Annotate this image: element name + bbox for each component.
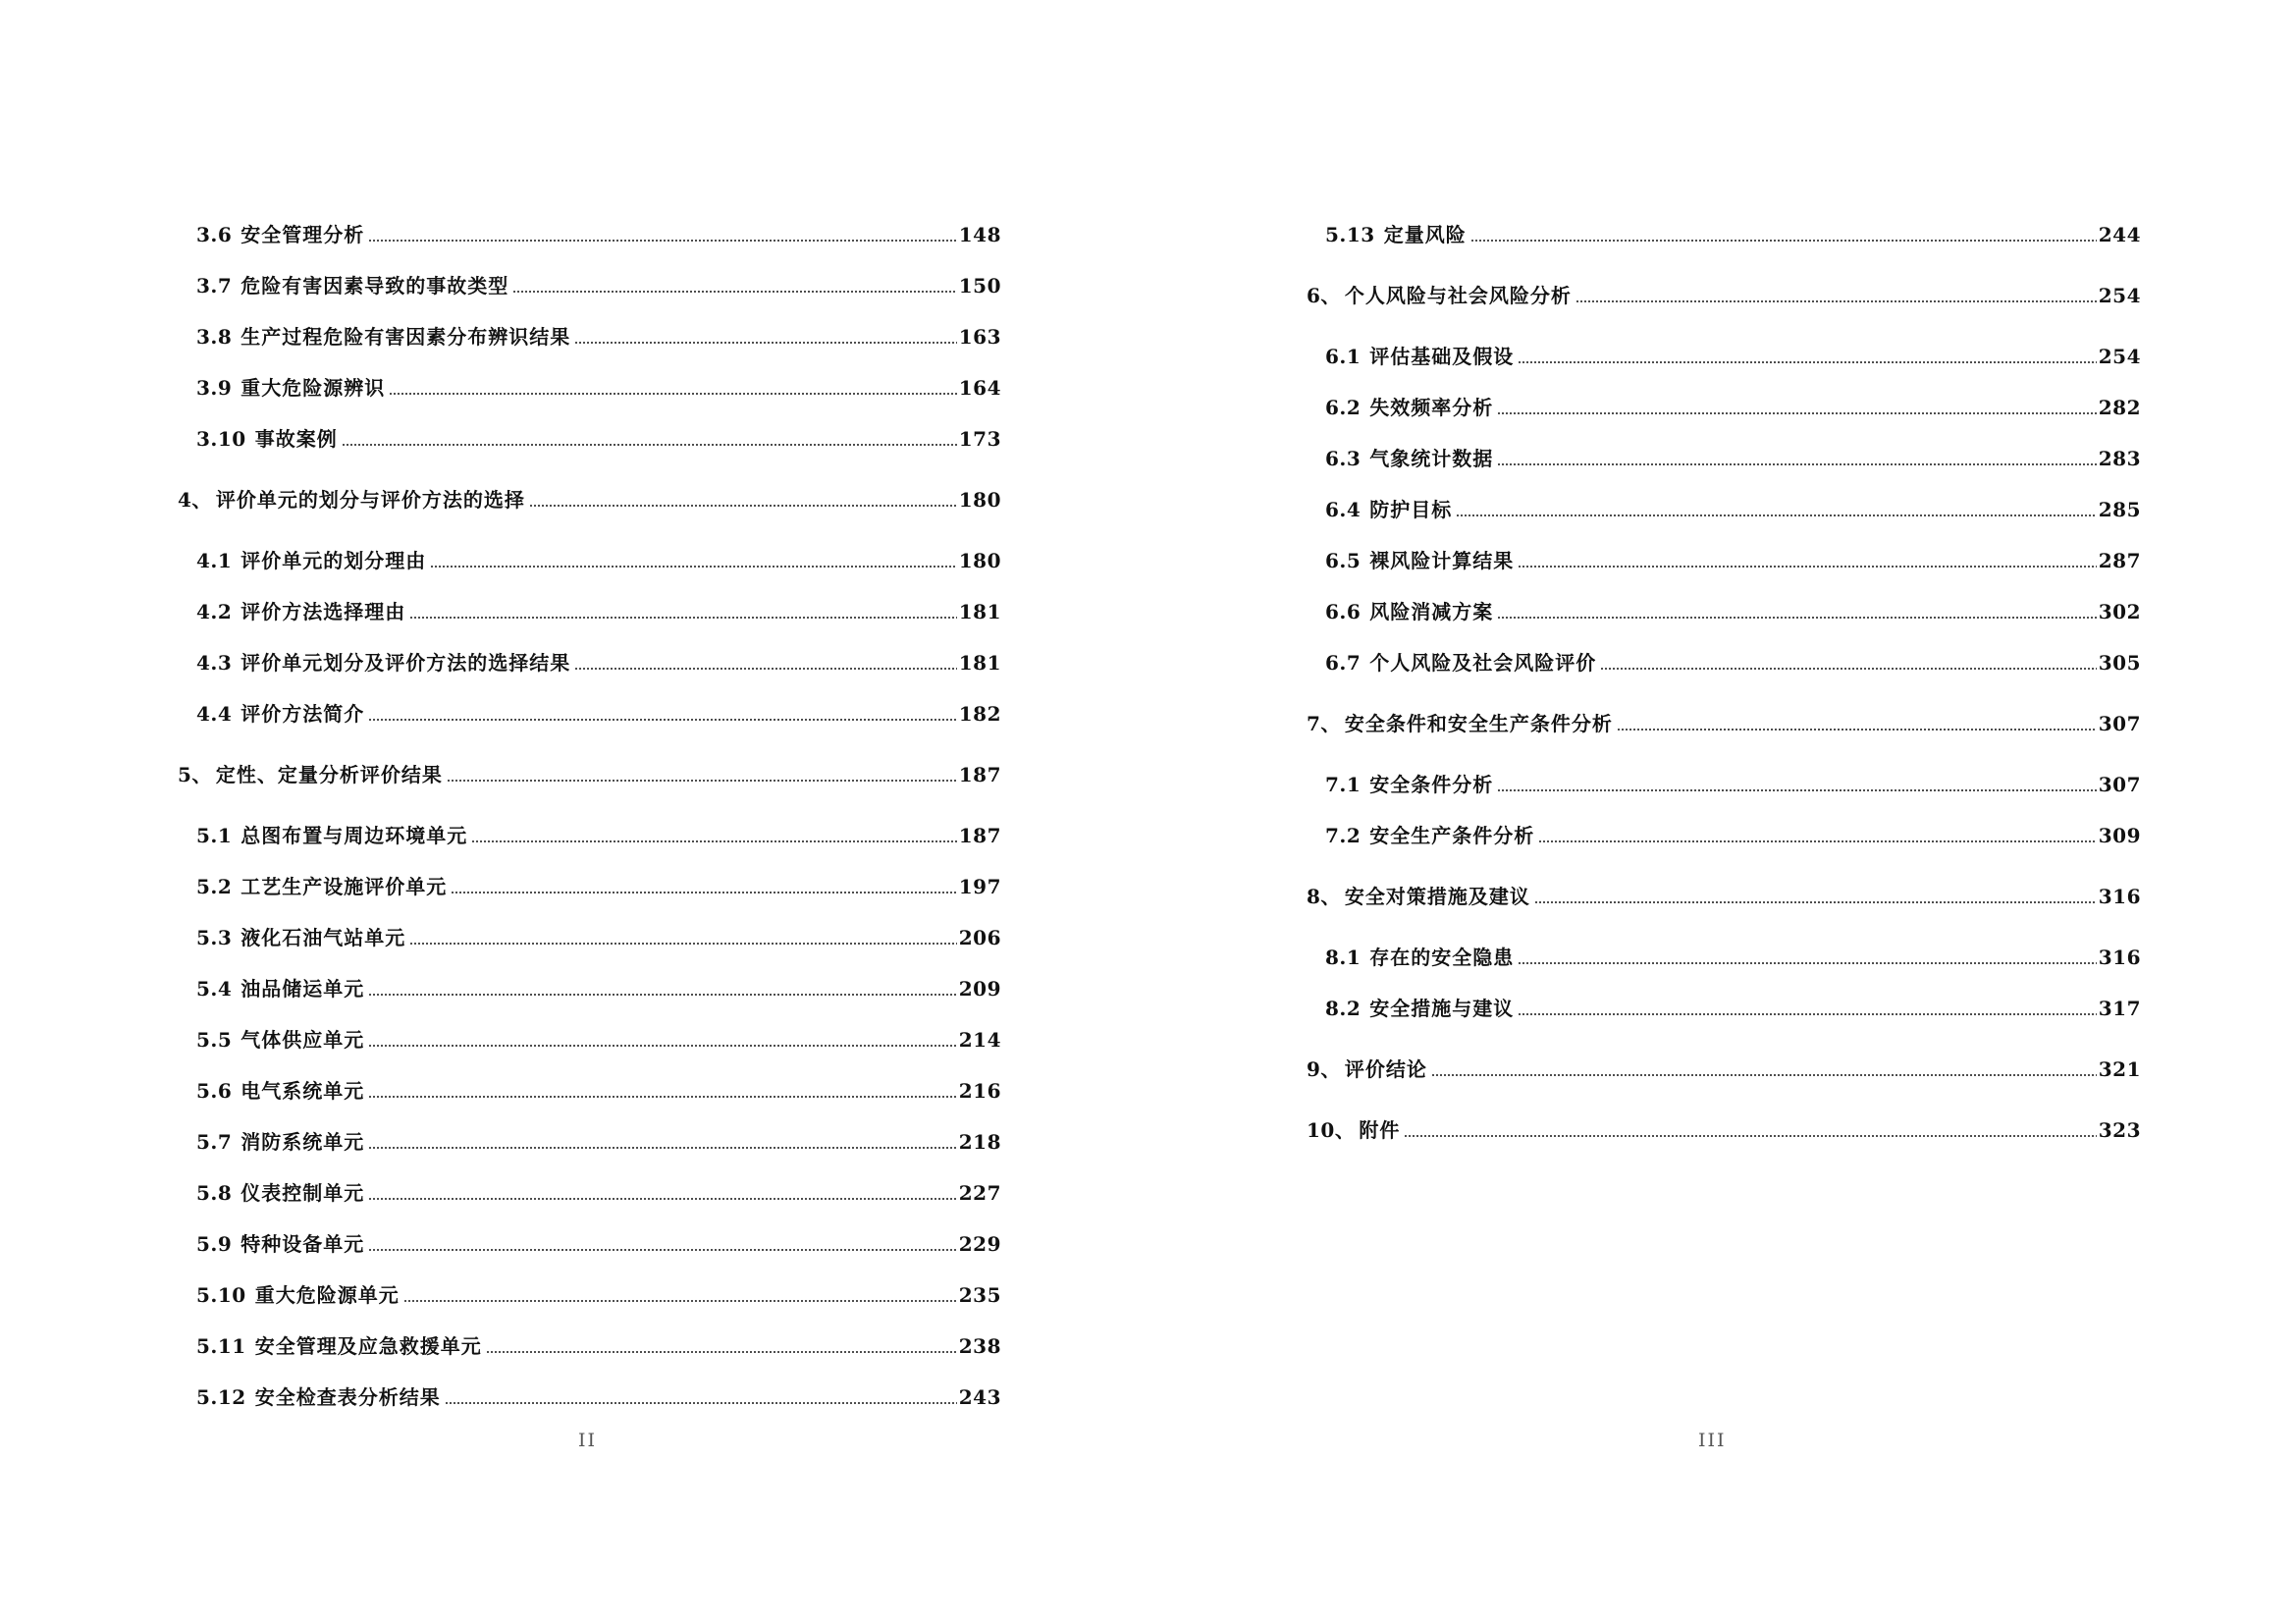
toc-entry-title: 评价单元划分及评价方法的选择结果 bbox=[240, 651, 571, 675]
toc-section-entry bbox=[1307, 220, 2141, 249]
toc-chapter-entry bbox=[1307, 882, 2141, 911]
toc-entry-page-number: 287 bbox=[2098, 549, 2141, 572]
dot-leader bbox=[445, 1402, 957, 1404]
toc-entry-number: 4.3 bbox=[196, 651, 233, 675]
toc-entry-number: 5.6 bbox=[196, 1079, 233, 1103]
toc-entry-title: 液化石油气站单元 bbox=[240, 926, 406, 949]
toc-entry-number: 3.9 bbox=[196, 376, 233, 400]
toc-chapter-entry bbox=[178, 760, 1001, 789]
toc-entry-page-number: 307 bbox=[2098, 712, 2141, 735]
toc-entry-title: 附件 bbox=[1359, 1118, 1401, 1142]
dot-leader bbox=[430, 566, 956, 568]
toc-entry-number: 7、 bbox=[1307, 712, 1341, 735]
toc-entry-page-number: 285 bbox=[2098, 498, 2141, 521]
toc-section-entry bbox=[178, 546, 1001, 575]
toc-entry-title: 总图布置与周边环境单元 bbox=[240, 824, 468, 847]
toc-section-entry bbox=[1307, 770, 2141, 799]
toc-entry-title: 油品储运单元 bbox=[240, 977, 365, 1001]
toc-entry-number: 6.3 bbox=[1325, 447, 1362, 470]
toc-entry-title: 安全管理分析 bbox=[240, 223, 365, 246]
toc-entry-number: 5.10 bbox=[196, 1283, 246, 1307]
dot-leader bbox=[1518, 361, 2096, 363]
dot-leader bbox=[1518, 1013, 2096, 1015]
toc-entry-page-number: 173 bbox=[958, 427, 1001, 451]
toc-entry-page-number: 323 bbox=[2098, 1118, 2141, 1142]
toc-section-entry bbox=[178, 1280, 1001, 1310]
toc-section-entry bbox=[178, 648, 1001, 677]
toc-entry-page-number: 218 bbox=[958, 1130, 1001, 1154]
toc-entry-number: 7.2 bbox=[1325, 824, 1362, 847]
page-number-footer: III bbox=[1698, 1430, 1727, 1451]
toc-section-entry bbox=[1307, 648, 2141, 677]
dot-leader bbox=[512, 291, 956, 293]
toc-section-entry bbox=[178, 373, 1001, 403]
toc-chapter-entry bbox=[178, 485, 1001, 514]
toc-entry-title: 个人风险及社会风险评价 bbox=[1369, 651, 1597, 675]
toc-entry-number: 8.2 bbox=[1325, 997, 1362, 1020]
toc-section-entry bbox=[178, 271, 1001, 300]
dot-leader bbox=[403, 1300, 957, 1302]
toc-section-entry bbox=[178, 1229, 1001, 1259]
toc-entry-title: 评价结论 bbox=[1344, 1057, 1427, 1081]
toc-entry-title: 评价单元的划分理由 bbox=[240, 549, 427, 572]
toc-section-entry bbox=[1307, 546, 2141, 575]
toc-entry-number: 8、 bbox=[1307, 885, 1341, 908]
toc-entry-page-number: 227 bbox=[958, 1181, 1001, 1205]
toc-entry-page-number: 307 bbox=[2098, 773, 2141, 796]
toc-entry-title: 评估基础及假设 bbox=[1369, 345, 1515, 368]
toc-entry-page-number: 214 bbox=[958, 1028, 1001, 1052]
dot-leader bbox=[389, 393, 956, 395]
toc-section-entry bbox=[178, 424, 1001, 454]
toc-entry-title: 评价单元的划分与评价方法的选择 bbox=[215, 488, 525, 512]
toc-section-entry bbox=[178, 821, 1001, 850]
dot-leader bbox=[409, 943, 956, 945]
toc-section-entry bbox=[178, 872, 1001, 901]
toc-entry-number: 5.4 bbox=[196, 977, 233, 1001]
toc-entry-number: 3.10 bbox=[196, 427, 246, 451]
dot-leader bbox=[368, 1147, 956, 1149]
toc-entry-title: 特种设备单元 bbox=[240, 1232, 365, 1256]
toc-entry-page-number: 216 bbox=[958, 1079, 1001, 1103]
toc-entry-title: 重大危险源辨识 bbox=[240, 376, 386, 400]
toc-section-entry bbox=[178, 597, 1001, 626]
toc-entry-page-number: 235 bbox=[958, 1283, 1001, 1307]
toc-entry-number: 5.8 bbox=[196, 1181, 233, 1205]
toc-entry-title: 生产过程危险有害因素分布辨识结果 bbox=[240, 325, 571, 349]
toc-entry-number: 5.11 bbox=[196, 1334, 246, 1358]
toc-entry-number: 6.6 bbox=[1325, 600, 1362, 623]
toc-entry-page-number: 187 bbox=[958, 763, 1001, 786]
toc-section-entry bbox=[1307, 342, 2141, 371]
toc-section-entry bbox=[1307, 943, 2141, 972]
dot-leader bbox=[1404, 1135, 2096, 1137]
dot-leader bbox=[486, 1351, 957, 1353]
toc-entry-number: 6.4 bbox=[1325, 498, 1362, 521]
dot-leader bbox=[1497, 463, 2096, 465]
toc-section-entry bbox=[178, 699, 1001, 729]
toc-entry-title: 工艺生产设施评价单元 bbox=[240, 875, 448, 898]
toc-entry-number: 5.9 bbox=[196, 1232, 233, 1256]
dot-leader bbox=[471, 840, 956, 842]
toc-entry-page-number: 206 bbox=[958, 926, 1001, 949]
toc-entry-title: 危险有害因素导致的事故类型 bbox=[240, 274, 509, 298]
toc-entry-number: 4.1 bbox=[196, 549, 233, 572]
toc-chapter-entry bbox=[1307, 281, 2141, 310]
toc-entry-title: 电气系统单元 bbox=[240, 1079, 365, 1103]
dot-leader bbox=[1518, 962, 2096, 964]
toc-entry-title: 评价方法简介 bbox=[240, 702, 365, 726]
toc-entry-number: 5.1 bbox=[196, 824, 233, 847]
dot-leader bbox=[574, 342, 956, 344]
toc-section-entry bbox=[1307, 495, 2141, 524]
toc-chapter-entry bbox=[1307, 1055, 2141, 1084]
toc-entry-number: 7.1 bbox=[1325, 773, 1362, 796]
toc-entry-page-number: 254 bbox=[2098, 284, 2141, 307]
toc-entry-number: 5.3 bbox=[196, 926, 233, 949]
toc-entry-title: 裸风险计算结果 bbox=[1369, 549, 1515, 572]
toc-section-entry bbox=[1307, 444, 2141, 473]
toc-entry-number: 4.4 bbox=[196, 702, 233, 726]
toc-entry-title: 安全生产条件分析 bbox=[1369, 824, 1535, 847]
toc-entry-page-number: 283 bbox=[2098, 447, 2141, 470]
dot-leader bbox=[1431, 1074, 2097, 1076]
dot-leader bbox=[1538, 840, 2096, 842]
toc-entry-page-number: 148 bbox=[958, 223, 1001, 246]
dot-leader bbox=[574, 668, 956, 670]
dot-leader bbox=[368, 1249, 956, 1251]
toc-entry-page-number: 316 bbox=[2098, 885, 2141, 908]
toc-entry-number: 6、 bbox=[1307, 284, 1341, 307]
toc-entry-page-number: 244 bbox=[2098, 223, 2141, 246]
toc-entry-number: 5.7 bbox=[196, 1130, 233, 1154]
toc-entry-number: 5.5 bbox=[196, 1028, 233, 1052]
toc-entry-title: 安全措施与建议 bbox=[1369, 997, 1515, 1020]
dot-leader bbox=[1497, 412, 2096, 414]
toc-entry-title: 安全管理及应急救援单元 bbox=[254, 1334, 482, 1358]
toc-entry-page-number: 321 bbox=[2098, 1057, 2141, 1081]
toc-entry-title: 存在的安全隐患 bbox=[1369, 946, 1515, 969]
toc-chapter-entry bbox=[1307, 709, 2141, 738]
toc-entry-page-number: 182 bbox=[958, 702, 1001, 726]
toc-section-entry bbox=[178, 1025, 1001, 1055]
toc-section-entry bbox=[178, 1331, 1001, 1361]
toc-entry-number: 9、 bbox=[1307, 1057, 1341, 1081]
toc-entry-number: 8.1 bbox=[1325, 946, 1362, 969]
toc-entry-page-number: 209 bbox=[958, 977, 1001, 1001]
toc-section-entry bbox=[178, 974, 1001, 1003]
toc-entry-number: 5.12 bbox=[196, 1385, 246, 1409]
dot-leader bbox=[447, 780, 957, 782]
toc-entry-title: 评价方法选择理由 bbox=[240, 600, 406, 623]
toc-entry-number: 6.1 bbox=[1325, 345, 1362, 368]
toc-entry-page-number: 164 bbox=[958, 376, 1001, 400]
dot-leader bbox=[368, 1096, 956, 1098]
dot-leader bbox=[529, 505, 957, 507]
toc-entry-title: 气体供应单元 bbox=[240, 1028, 365, 1052]
toc-entry-title: 重大危险源单元 bbox=[254, 1283, 400, 1307]
dot-leader bbox=[1518, 566, 2096, 568]
toc-section-entry bbox=[1307, 393, 2141, 422]
toc-entry-number: 6.2 bbox=[1325, 396, 1362, 419]
toc-entry-number: 10、 bbox=[1307, 1118, 1356, 1142]
toc-section-entry bbox=[178, 322, 1001, 352]
dot-leader bbox=[451, 892, 956, 893]
toc-entry-page-number: 316 bbox=[2098, 946, 2141, 969]
toc-entry-title: 消防系统单元 bbox=[240, 1130, 365, 1154]
dot-leader bbox=[409, 617, 956, 619]
toc-entry-number: 3.6 bbox=[196, 223, 233, 246]
toc-entry-number: 4、 bbox=[178, 488, 212, 512]
toc-entry-page-number: 302 bbox=[2098, 600, 2141, 623]
toc-section-entry bbox=[178, 1127, 1001, 1157]
dot-leader bbox=[1575, 300, 2097, 302]
right-page bbox=[1148, 0, 2296, 1624]
toc-section-entry bbox=[178, 1382, 1001, 1412]
toc-section-entry bbox=[178, 923, 1001, 952]
toc-entry-page-number: 282 bbox=[2098, 396, 2141, 419]
toc-entry-page-number: 317 bbox=[2098, 997, 2141, 1020]
dot-leader bbox=[368, 1198, 956, 1200]
toc-entry-page-number: 254 bbox=[2098, 345, 2141, 368]
toc-entry-page-number: 309 bbox=[2098, 824, 2141, 847]
dot-leader bbox=[1534, 901, 2097, 903]
toc-section-entry bbox=[1307, 994, 2141, 1023]
toc-section-entry bbox=[178, 220, 1001, 249]
toc-entry-page-number: 181 bbox=[958, 600, 1001, 623]
dot-leader bbox=[1456, 514, 2096, 516]
toc-entry-page-number: 180 bbox=[958, 549, 1001, 572]
toc-entry-title: 失效频率分析 bbox=[1369, 396, 1494, 419]
toc-entry-page-number: 150 bbox=[958, 274, 1001, 298]
toc-entry-page-number: 243 bbox=[958, 1385, 1001, 1409]
dot-leader bbox=[1470, 240, 2097, 242]
toc-entry-title: 安全对策措施及建议 bbox=[1344, 885, 1530, 908]
toc-entry-title: 个人风险与社会风险分析 bbox=[1344, 284, 1572, 307]
toc-entry-page-number: 229 bbox=[958, 1232, 1001, 1256]
toc-entry-page-number: 238 bbox=[958, 1334, 1001, 1358]
toc-entry-page-number: 181 bbox=[958, 651, 1001, 675]
dot-leader bbox=[1600, 668, 2096, 670]
toc-entry-title: 事故案例 bbox=[254, 427, 338, 451]
dot-leader bbox=[368, 994, 956, 996]
toc-entry-title: 安全条件和安全生产条件分析 bbox=[1344, 712, 1613, 735]
toc-entry-title: 定量风险 bbox=[1383, 223, 1467, 246]
dot-leader bbox=[1497, 617, 2096, 619]
toc-section-entry bbox=[178, 1076, 1001, 1106]
dot-leader bbox=[368, 719, 956, 721]
toc-entry-page-number: 187 bbox=[958, 824, 1001, 847]
dot-leader bbox=[342, 444, 957, 446]
toc-entry-page-number: 180 bbox=[958, 488, 1001, 512]
toc-entry-number: 6.5 bbox=[1325, 549, 1362, 572]
dot-leader bbox=[368, 240, 956, 242]
toc-section-entry bbox=[1307, 597, 2141, 626]
toc-entry-page-number: 305 bbox=[2098, 651, 2141, 675]
toc-entry-number: 6.7 bbox=[1325, 651, 1362, 675]
toc-entry-title: 定性、定量分析评价结果 bbox=[215, 763, 443, 786]
toc-chapter-entry bbox=[1307, 1115, 2141, 1145]
toc-entry-number: 4.2 bbox=[196, 600, 233, 623]
toc-section-entry bbox=[178, 1178, 1001, 1208]
toc-section-entry bbox=[1307, 821, 2141, 850]
toc-entry-title: 安全条件分析 bbox=[1369, 773, 1494, 796]
toc-entry-page-number: 163 bbox=[958, 325, 1001, 349]
toc-entry-number: 3.8 bbox=[196, 325, 233, 349]
dot-leader bbox=[1497, 789, 2096, 791]
toc-entry-number: 5.13 bbox=[1325, 223, 1375, 246]
toc-entry-title: 防护目标 bbox=[1369, 498, 1453, 521]
dot-leader bbox=[1617, 729, 2097, 731]
toc-entry-page-number: 197 bbox=[958, 875, 1001, 898]
toc-entry-number: 3.7 bbox=[196, 274, 233, 298]
dot-leader bbox=[368, 1045, 956, 1047]
toc-entry-title: 气象统计数据 bbox=[1369, 447, 1494, 470]
toc-entry-number: 5.2 bbox=[196, 875, 233, 898]
toc-entry-title: 仪表控制单元 bbox=[240, 1181, 365, 1205]
toc-entry-title: 安全检查表分析结果 bbox=[254, 1385, 441, 1409]
toc-entry-number: 5、 bbox=[178, 763, 212, 786]
toc-entry-title: 风险消减方案 bbox=[1369, 600, 1494, 623]
page-number-footer: II bbox=[578, 1430, 598, 1451]
